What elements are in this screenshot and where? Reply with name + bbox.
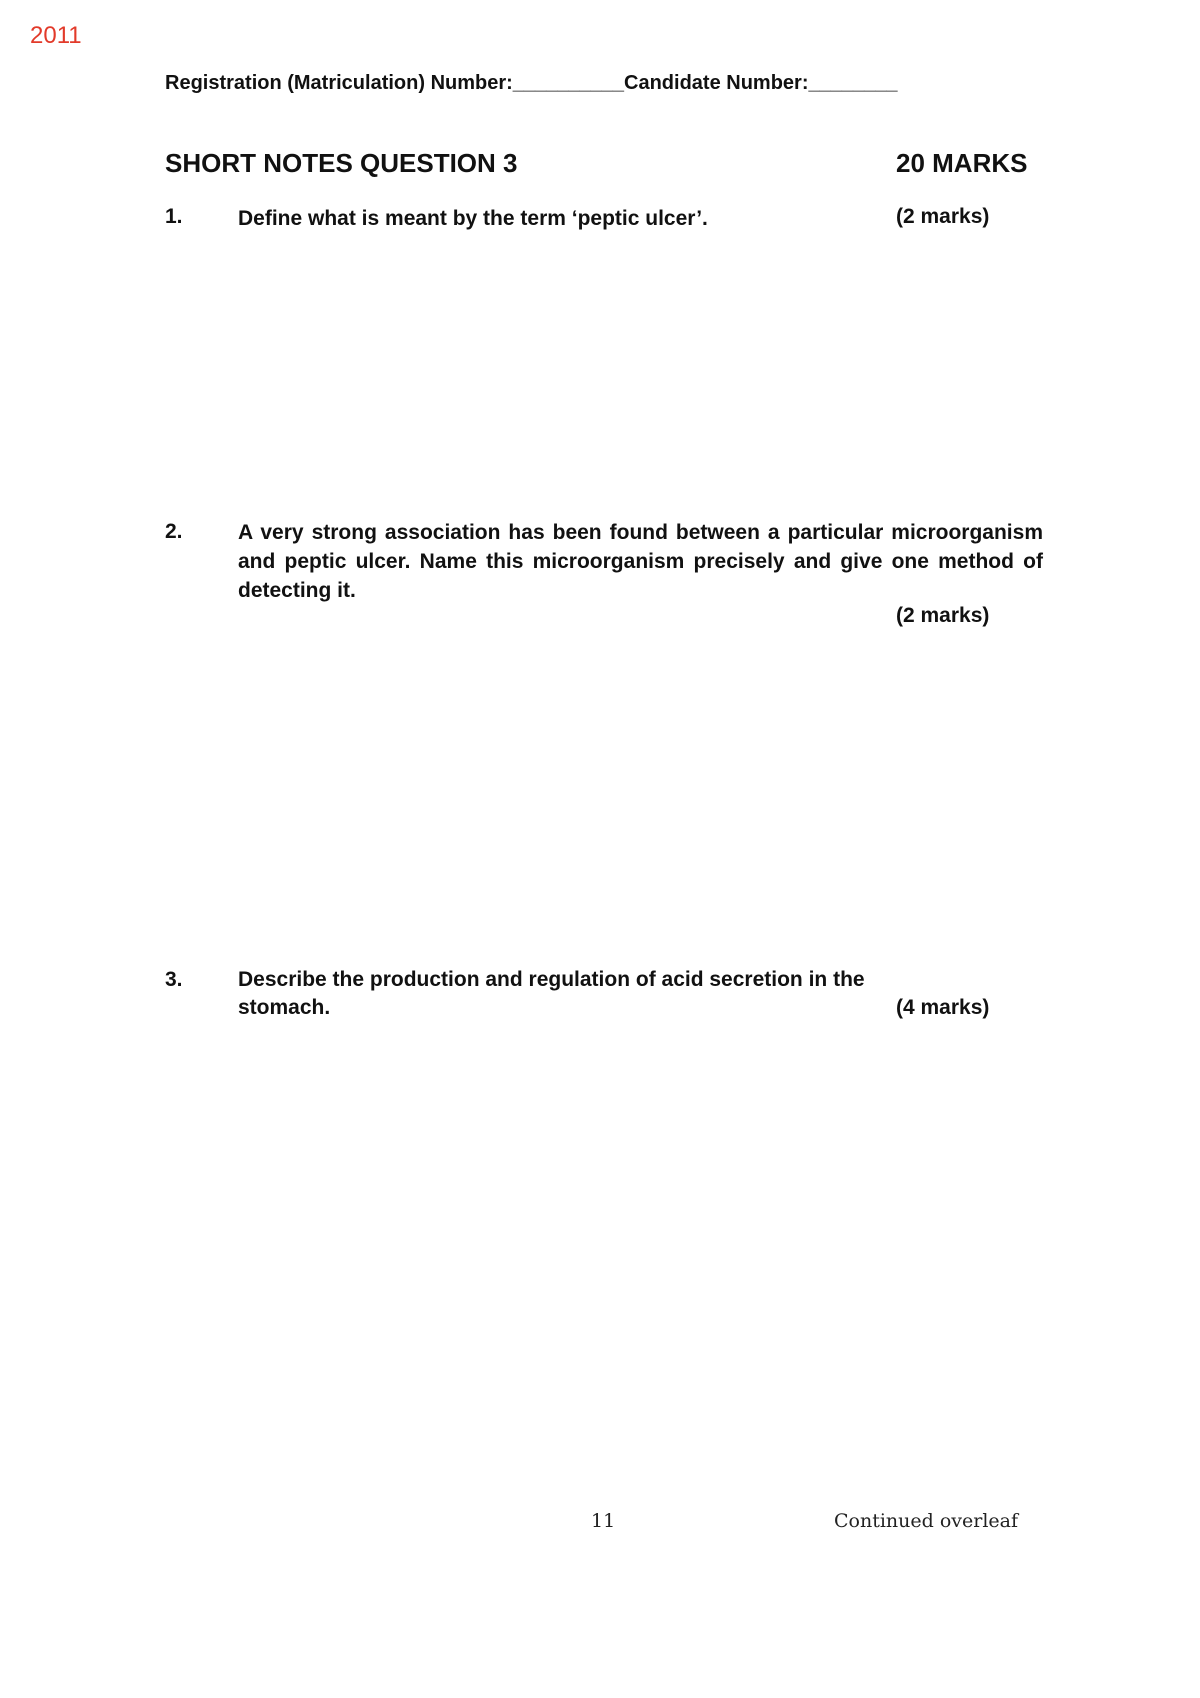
question-2-text: A very strong association has been found between a particular microorganism and peptic ulcer. Name this microorganism precisely and give one method of detecting it. xyxy=(238,521,1043,602)
continued-overleaf: Continued overleaf xyxy=(834,1510,1019,1532)
section-marks: 20 MARKS xyxy=(896,148,1028,178)
question-3-marks: (4 marks) xyxy=(896,996,990,1019)
question-2-number: 2. xyxy=(165,520,183,543)
question-3-text-line1: Describe the production and regulation of acid secretion in the xyxy=(238,968,865,991)
question-3-text-line2: stomach. xyxy=(238,996,331,1019)
question-1-number: 1. xyxy=(165,205,183,228)
question-3-number: 3. xyxy=(165,968,183,991)
registration-line: Registration (Matriculation) Number:__________Candidate Number:________ xyxy=(165,72,898,94)
question-1-text: Define what is meant by the term ‘peptic ulcer’. xyxy=(238,207,708,230)
year-tag: 2011 xyxy=(30,22,82,49)
question-2-marks: (2 marks) xyxy=(896,604,990,627)
question-1-marks: (2 marks) xyxy=(896,205,990,228)
section-title: SHORT NOTES QUESTION 3 xyxy=(165,148,518,178)
page-number: 11 xyxy=(591,1510,616,1532)
